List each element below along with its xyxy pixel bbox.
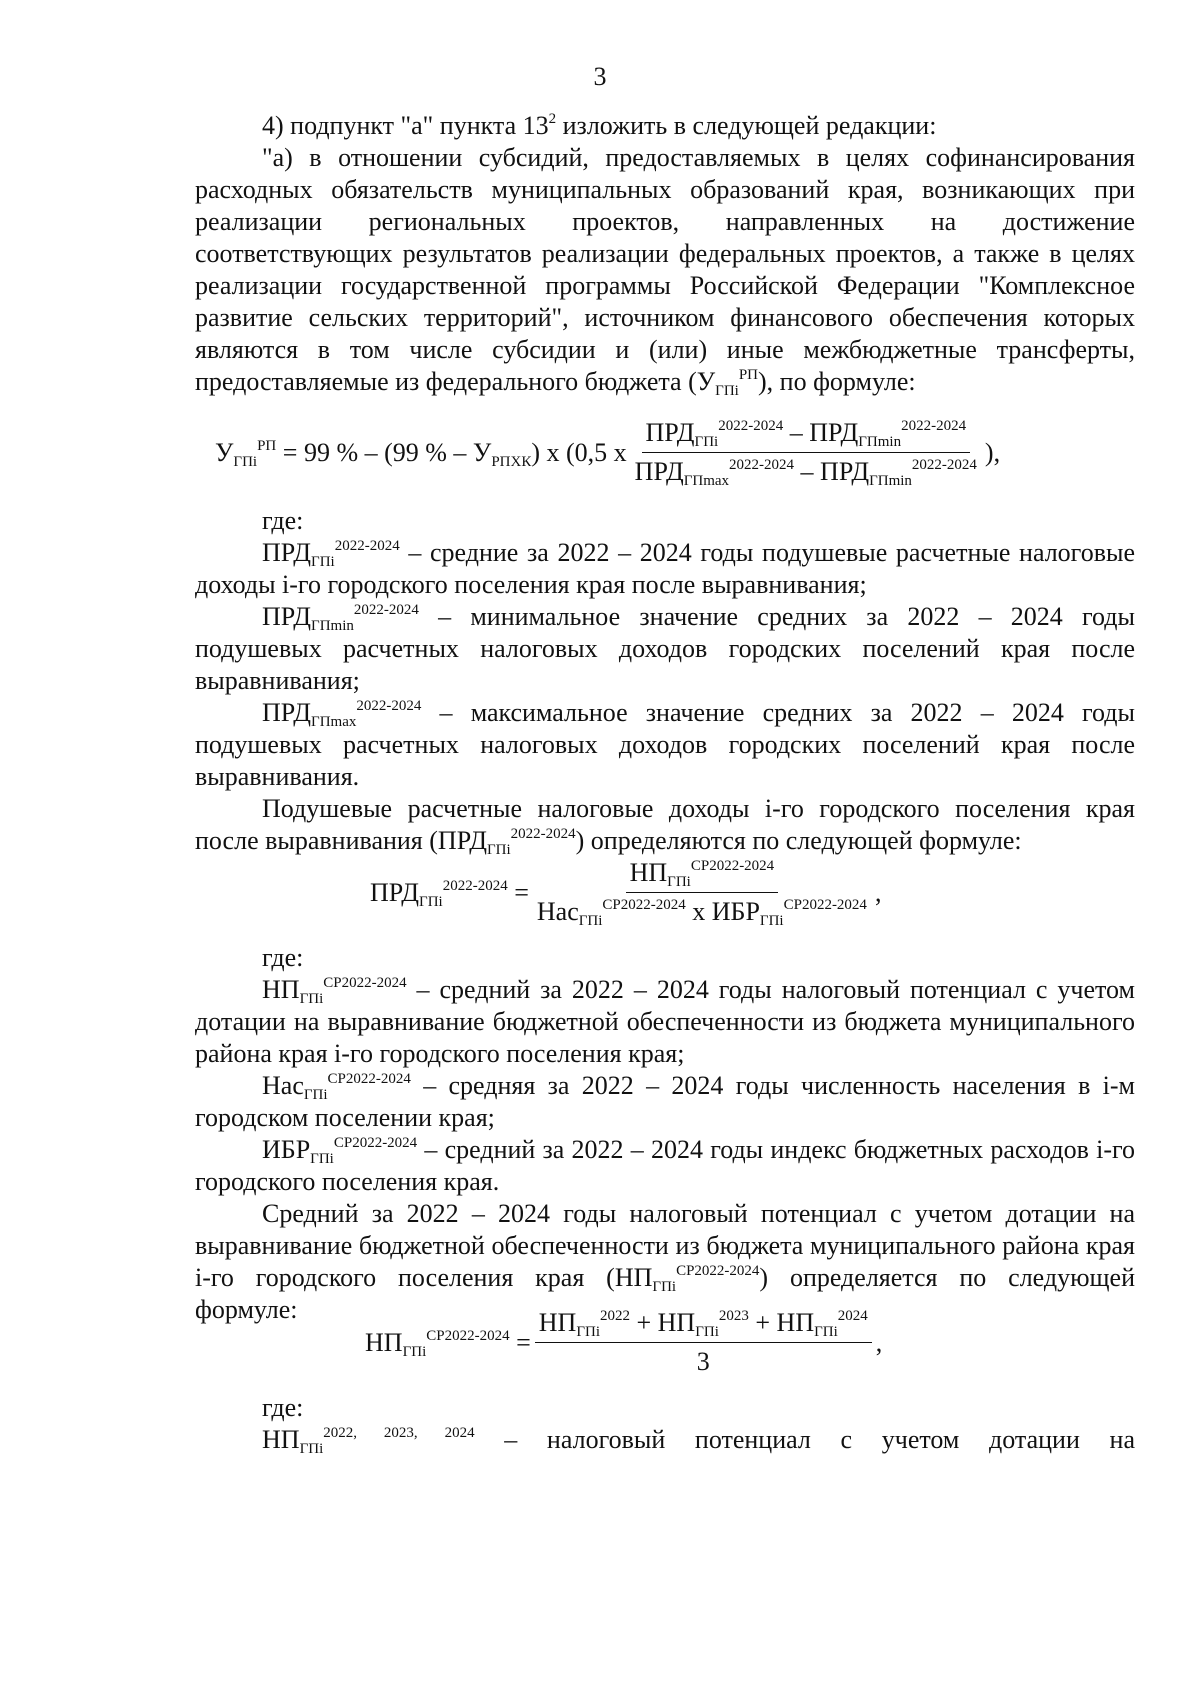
text-block-definitions-3 [195, 1392, 1135, 1456]
definition-np: $НП_{ГПi}^{СР2022-2024}$ – средний за 2022 – 2024 годы налоговый потенциал с учетом дотации на выравнивание бюджетной обеспеченности из бюджета муниципального района края i-го городского поселения края; [195, 975, 1135, 1068]
paragraph-a: "а) в отношении субсидий, предоставляемых в целях софинансирования расходных обязательств муниципальных образований края, возникающих при реализации региональных проектов, направленных на достижение соответствующих результатов реализации федеральных проектов, а также в целях реализации государственной программы Российской Федерации "Комплексное развитие сельских территорий", источником финансового обеспечения которых являются в том числе субсидии и (или) иные межбюджетные трансферты, предоставляемые из федерального бюджета $(У_{ГПi}^{РП})$, по формуле: [195, 143, 1135, 399]
formula-np: $НП_{ГПi}^{СР2022-2024}$ = $\frac{НП_{ГПi}^{2022} + НП_{ГПi}^{2023} + НП_{ГПi}^{2024}}{3}$ , [365, 1308, 883, 1376]
text-block-definitions-1 [195, 505, 1135, 857]
paragraph-prd: Подушевые расчетные налоговые доходы i-го городского поселения края после выравнивания $(ПРД_{ГПi}^{2022-2024})$ определяются по следующей формуле: [195, 794, 1135, 858]
item-4: 4) подпункт "а" пункта $13^2$ изложить в следующей редакции: [262, 111, 937, 140]
page-number: 3 [593, 62, 607, 91]
definition-np-years: $НП_{ГПi}^{2022, 2023, 2024}$ – налоговый потенциал с учетом дотации на [262, 1425, 1135, 1457]
definition-nas: Нас$_{ГПi}^{СР2022-2024}$ – средняя за 2022 – 2024 годы численность населения в i-м городском поселении края; [195, 1071, 1135, 1132]
definition-prd-min: $ПРД_{ГПmin}^{2022-2024}$ – минимальное значение средних за 2022 – 2024 годы подушевых расчетных налоговых доходов городских поселений края после выравнивания; [195, 602, 1135, 695]
where-label: где: [262, 506, 304, 535]
text-block-definitions-2 [195, 942, 1135, 1326]
definition-ibr: $ИБР_{ГПi}^{СР2022-2024}$ – средний за 2022 – 2024 годы индекс бюджетных расходов i-го городского поселения края. [195, 1135, 1135, 1196]
paragraph-np: Средний за 2022 – 2024 годы налоговый потенциал с учетом дотации на выравнивание бюджетной обеспеченности из бюджета муниципального района края i-го городского поселения края $(НП_{ГПi}^{СР2022-2024})$ определяется по следующей формуле: [195, 1199, 1135, 1324]
where-label: где: [262, 1393, 304, 1422]
formula-prd: $ПРД_{ГПi}^{2022-2024}$ = $\frac{НП_{ГПi}^{СР2022-2024}}{Нас_{ГПi}^{СР2022-2024} х ИБР_{ГПi}^{СР2022-2024}}$ , [370, 858, 882, 929]
where-label: где: [262, 943, 304, 972]
text-block-intro [195, 110, 1135, 398]
formula-y-rp: $У_{ГПi}^{РП} = 99$ % – (99 % – $У_{РПХК}$) х (0,5 х $\frac{ПРД_{ГПi}^{2022-2024} - ПРД_{ГПmin}^{2022-2024}}{ПРД_{ГПmax}^{2022-2024} - ПРД_{ГПmin}^{2022-2024}}$ ), [215, 418, 1001, 489]
definition-prd-max: $ПРД_{ГПmax}^{2022-2024}$ – максимальное значение средних за 2022 – 2024 годы подушевых расчетных налоговых доходов городских поселений края после выравнивания. [195, 698, 1135, 791]
definition-prd-i: $ПРД_{ГПi}^{2022-2024}$ – средние за 2022 – 2024 годы подушевые расчетные налоговые доходы i-го городского поселения края после выравнивания; [195, 538, 1135, 599]
